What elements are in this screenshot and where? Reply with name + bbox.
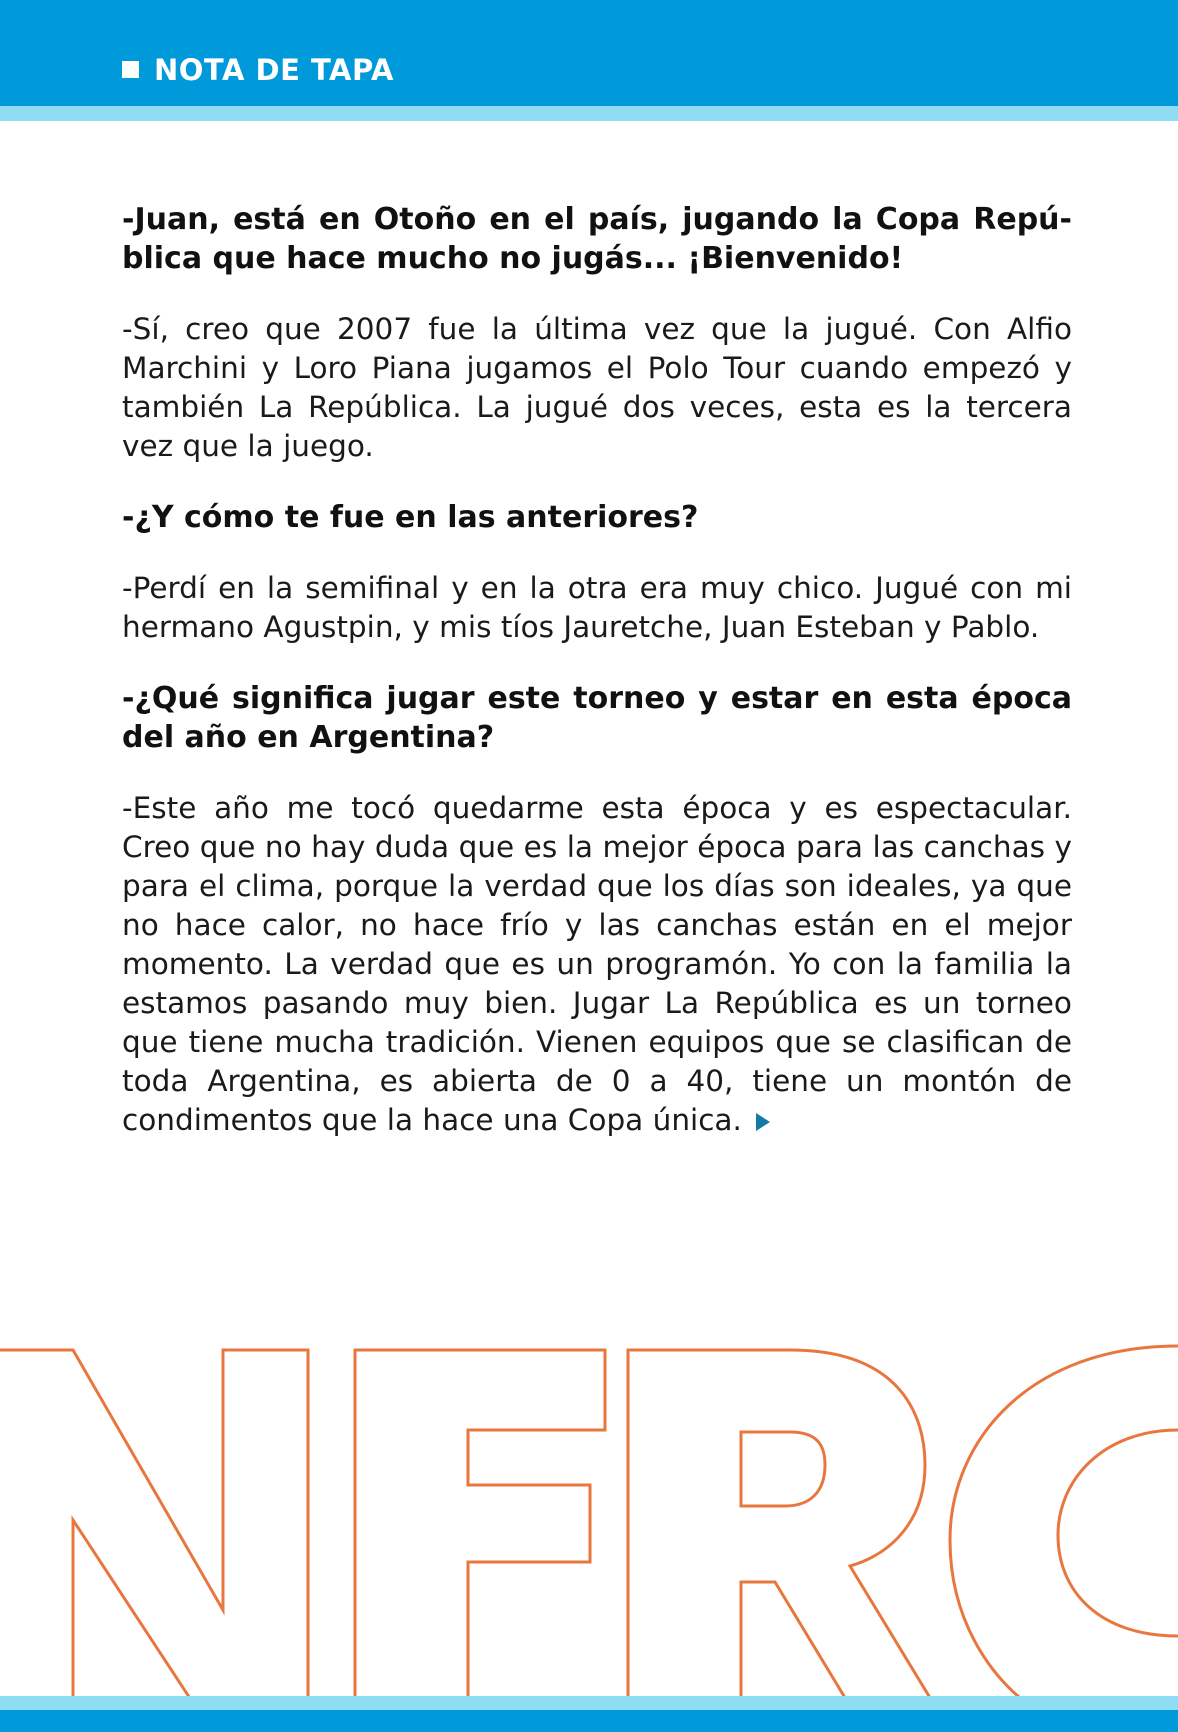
section-label: NOTA DE TAPA	[154, 53, 394, 87]
outline-letter-e	[355, 1350, 605, 1706]
outline-letter-r	[628, 1350, 935, 1706]
question-1: -Juan, está en Otoño en el país, jugando la Copa Repú-blica que hace mucho no jugás... ¡Bienvenido!	[122, 202, 1072, 276]
interview-body	[122, 200, 1072, 1172]
question-3: -¿Qué significa jugar este torneo y estar en esta época del año en Argentina?	[122, 681, 1072, 755]
answer-1: -Sí, creo que 2007 fue la última vez que la jugué. Con Alfio Marchini y Loro Piana jugamos el Polo Tour cuando empezó y también La República. La jugué dos veces, esta es la tercera vez que la juego.	[122, 312, 1072, 463]
outline-letter-o	[950, 1346, 1178, 1706]
answer-3	[122, 789, 1072, 1140]
outline-letter-n	[0, 1350, 308, 1706]
brand-outline-lettering	[0, 1330, 1178, 1706]
header-stripe	[0, 106, 1178, 121]
square-bullet-icon	[122, 61, 139, 78]
outline-letters	[0, 1346, 1178, 1706]
answer-3-text: -Este año me tocó quedarme esta época y es espectacular. Creo que no hay duda que es la mejor época para las canchas y para el clima, porque la verdad que los días son ideales, ya que no hace calor, no hace frío y las canchas están en el mejor momento. La verdad que es un programón. Yo con la familia la estamos pasando muy bien. Jugar La República es un torneo que tiene mucha tradición. Vienen equipos que se clasifican de toda Argentina, es abierta de 0 a 40, tiene un montón de condimentos que la hace una Copa única.	[122, 791, 1072, 1137]
question-2: -¿Y cómo te fue en las anteriores?	[122, 500, 699, 535]
play-triangle-icon	[756, 1113, 770, 1131]
footer-bar	[0, 1710, 1178, 1732]
answer-2: -Perdí en la semifinal y en la otra era muy chico. Jugué con mi hermano Agustpin, y mis tíos Jauretche, Juan Esteban y Pablo.	[122, 571, 1072, 644]
footer-stripe	[0, 1696, 1178, 1710]
